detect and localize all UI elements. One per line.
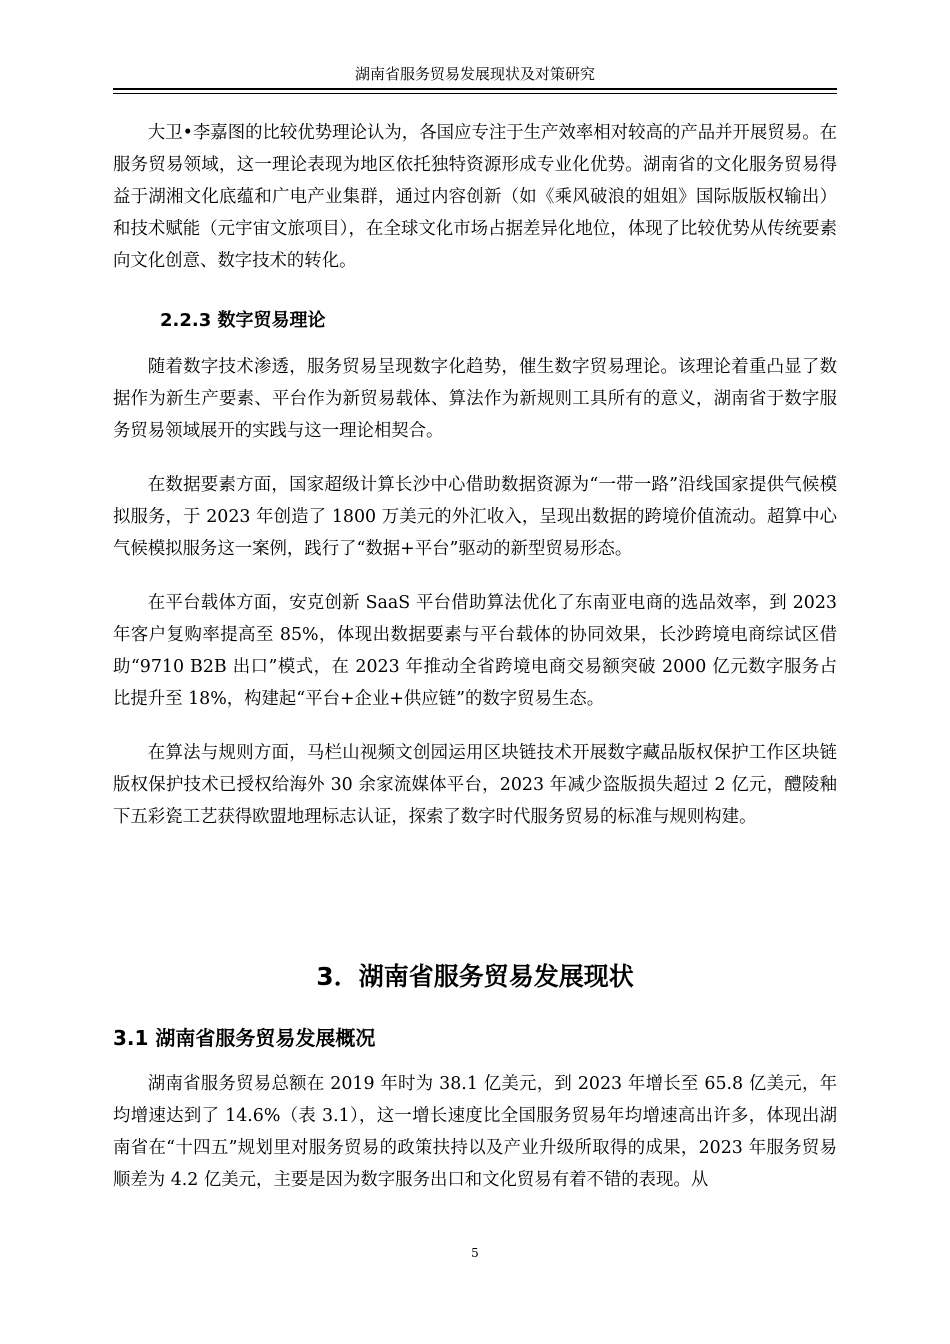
paragraph-algorithm-rules: 在算法与规则方面，马栏山视频文创园运用区块链技术开展数字藏品版权保护工作区块链版权保护技术已授权给海外 30 余家流媒体平台，2023 年减少盗版损失超过 2 亿元，醴陵釉下五彩瓷工艺获得欧盟地理标志认证，探索了数字时代服务贸易的标准与规则构建。 — [113, 743, 837, 827]
paragraph-platform-carrier: 在平台载体方面，安克创新 SaaS 平台借助算法优化了东南亚电商的选品效率，到 2023 年客户复购率提高至 85%，体现出数据要素与平台载体的协同效果，长沙跨境电商综试区借助“9710 B2B 出口”模式，在 2023 年推动全省跨境电商交易额突破 2000 亿元数字服务占比提升至 18%，构建起“平台+企业+供应链”的数字贸易生态。 — [113, 593, 837, 709]
header-rule-thin — [113, 93, 837, 94]
section-heading-3-1: 3.1 湖南省服务贸易发展概况 — [113, 1026, 376, 1050]
page-number: 5 — [471, 1246, 479, 1260]
header-rule — [113, 88, 837, 90]
paragraph-comparative-advantage: 大卫•李嘉图的比较优势理论认为，各国应专注于生产效率相对较高的产品并开展贸易。在服务贸易领域，这一理论表现为地区依托独特资源形成专业化优势。湖南省的文化服务贸易得益于湖湘文化底蕴和广电产业集群，通过内容创新（如《乘风破浪的姐姐》国际版版权输出）和技术赋能（元宇宙文旅项目），在全球文化市场占据差异化地位，体现了比较优势从传统要素向文化创意、数字技术的转化。 — [113, 123, 837, 271]
running-header: 湖南省服务贸易发展现状及对策研究 — [354, 65, 595, 83]
section-heading-2-2-3: 2.2.3 数字贸易理论 — [160, 310, 326, 331]
paragraph-data-factor: 在数据要素方面，国家超级计算长沙中心借助数据资源为“一带一路”沿线国家提供气候模拟服务，于 2023 年创造了 1800 万美元的外汇收入，呈现出数据的跨境价值流动。超算中心气候模拟服务这一案例，践行了“数据+平台”驱动的新型贸易形态。 — [113, 475, 837, 559]
paragraph-digital-trade-theory: 随着数字技术渗透，服务贸易呈现数字化趋势，催生数字贸易理论。该理论着重凸显了数据作为新生产要素、平台作为新贸易载体、算法作为新规则工具所有的意义，湖南省于数字服务贸易领域展开的实践与这一理论相契合。 — [113, 357, 837, 441]
chapter-heading-3: 3．湖南省服务贸易发展现状 — [316, 962, 634, 991]
paragraph-overview: 湖南省服务贸易总额在 2019 年时为 38.1 亿美元，到 2023 年增长至 65.8 亿美元，年均增速达到了 14.6%（表 3.1），这一增长速度比全国服务贸易年均增速高出许多，体现出湖南省在“十四五”规划里对服务贸易的政策扶持以及产业升级所取得的成果，2023 年服务贸易顺差为 4.2 亿美元，主要是因为数字服务出口和文化贸易有着不错的表现。从 — [113, 1074, 837, 1190]
